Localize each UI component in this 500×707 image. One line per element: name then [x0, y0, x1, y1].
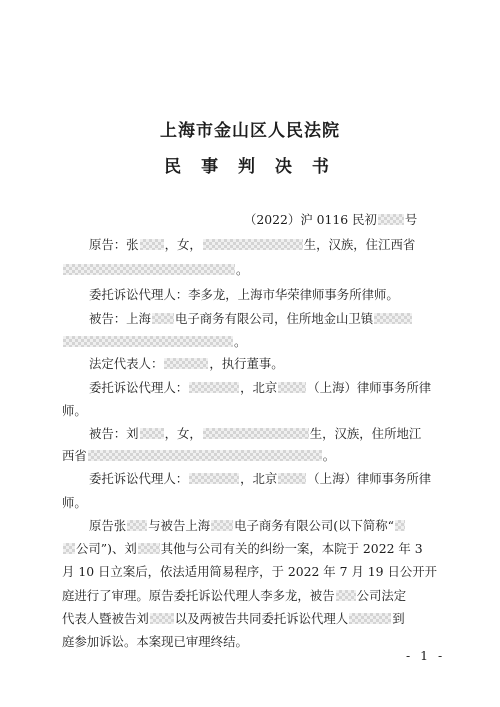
- defendant2-address-end: 。: [322, 448, 336, 463]
- defendant1-agent-cont: 师。: [62, 403, 87, 418]
- defendant2-province: 西省: [62, 448, 87, 463]
- redaction-mark: [395, 520, 405, 531]
- plaintiff-agent-line: 委托诉讼代理人：李多龙，上海市华荣律师事务所律师。: [89, 287, 399, 302]
- redaction-mark: [336, 590, 356, 601]
- redaction-mark: [88, 450, 322, 461]
- body-text: 其他与公司有关的纠纷一案，本院于 2022 年 3: [160, 541, 423, 556]
- defendant1-address-line: [62, 334, 246, 350]
- defendant2-gender: ，女，: [164, 426, 202, 441]
- body-line-3: 月 10 日立案后，依法适用简易程序，于 2022 年 7 月 19 日公开开: [62, 564, 438, 579]
- defendant1-line: [89, 311, 413, 327]
- body-line-1: [89, 518, 406, 534]
- body-text: 代表人暨被告刘: [62, 611, 149, 626]
- redaction-mark: [378, 214, 404, 225]
- defendant1-address-end: 。: [234, 334, 247, 349]
- body-text: 庭进行了审理。原告委托诉讼代理人李多龙，被告: [62, 588, 335, 603]
- case-number-suffix: 号: [404, 212, 418, 227]
- plaintiff-line: [89, 237, 415, 253]
- document-type: 民 事 判 决 书: [164, 157, 336, 177]
- body-line-6: 庭参加诉讼。本案现已审理终结。: [62, 634, 248, 649]
- body-text: 电子商务有限公司(以下简称“: [234, 518, 394, 533]
- body-line-4: [62, 588, 406, 604]
- defendant1-label: 被告：上海: [89, 311, 151, 326]
- plaintiff-address-line: [62, 262, 248, 278]
- redaction-mark: [63, 264, 235, 275]
- agent-label: 委托诉讼代理人：: [89, 471, 189, 486]
- case-number: [244, 210, 417, 228]
- plaintiff-gender: ，女，: [164, 237, 202, 252]
- legal-rep-title: ，执行董事。: [209, 356, 284, 371]
- redaction-mark: [63, 543, 75, 554]
- redaction-mark: [203, 239, 303, 250]
- body-text: 原告张: [89, 518, 127, 533]
- redaction-mark: [164, 358, 208, 369]
- redaction-mark: [152, 313, 174, 324]
- redaction-mark: [278, 473, 306, 484]
- body-text: 与被告上海: [148, 518, 211, 533]
- defendant2-line: [89, 426, 421, 442]
- redaction-mark: [189, 473, 239, 484]
- defendant1-details: 电子商务有限公司，住所地金山卫镇: [174, 311, 374, 326]
- defendant2-address-line: [62, 448, 335, 464]
- plaintiff-details: 生，汉族，住江西省: [303, 237, 416, 252]
- redaction-mark: [203, 428, 309, 439]
- agent-label: 委托诉讼代理人：: [89, 380, 189, 395]
- legal-rep-label: 法定代表人：: [89, 356, 164, 371]
- agent-firm-name: （上海）律师事务所律: [307, 471, 432, 486]
- redaction-mark: [140, 239, 164, 250]
- redaction-mark: [189, 382, 239, 393]
- defendant2-agent-cont: 师。: [62, 495, 87, 510]
- body-text: 到: [392, 611, 405, 626]
- agent-firm-city: ，北京: [240, 380, 278, 395]
- court-name: 上海市金山区人民法院: [160, 121, 340, 141]
- defendant2-agent-line: [89, 471, 431, 487]
- redaction-mark: [349, 613, 391, 624]
- plaintiff-label: 原告：张: [89, 237, 139, 252]
- redaction-mark: [211, 520, 233, 531]
- redaction-mark: [374, 313, 412, 324]
- legal-rep-line: [89, 356, 284, 372]
- redaction-mark: [127, 520, 147, 531]
- defendant2-details: 生，汉族，住所地江: [309, 426, 422, 441]
- agent-firm-city: ，北京: [240, 471, 278, 486]
- redaction-mark: [278, 382, 306, 393]
- page-number: - 1 -: [406, 648, 446, 663]
- redaction-mark: [63, 336, 233, 347]
- redaction-mark: [150, 613, 174, 624]
- defendant2-label: 被告：刘: [89, 426, 139, 441]
- defendant1-agent-line: [89, 380, 431, 396]
- plaintiff-address-end: 。: [236, 262, 249, 277]
- body-text: 公司法定: [356, 588, 407, 603]
- body-text: 公司”)、刘: [76, 541, 137, 556]
- body-line-2: [62, 541, 423, 557]
- body-line-5: [62, 611, 405, 627]
- case-number-prefix: （2022）沪 0116 民初: [244, 212, 377, 227]
- agent-firm-name: （上海）律师事务所律: [307, 380, 432, 395]
- redaction-mark: [140, 428, 164, 439]
- redaction-mark: [138, 543, 160, 554]
- body-text: 以及两被告共同委托诉讼代理人: [174, 611, 349, 626]
